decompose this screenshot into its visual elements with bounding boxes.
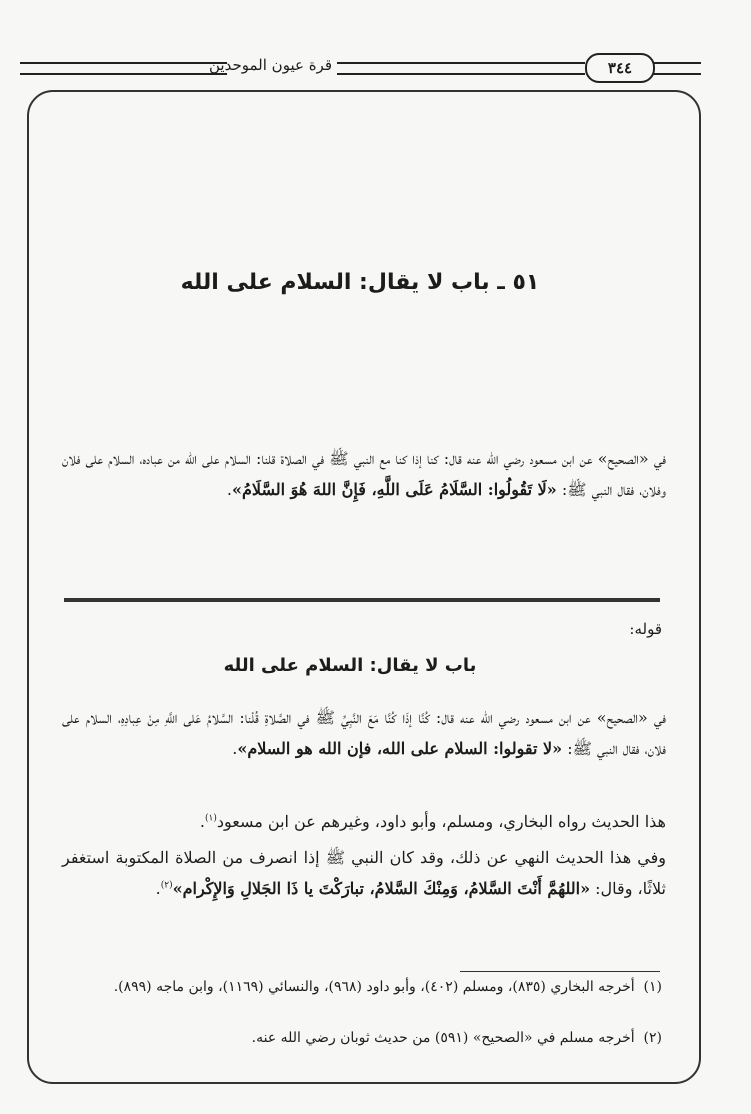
commentary-paragraph-3 xyxy=(62,842,666,904)
section-divider xyxy=(64,598,660,602)
header-rule-right xyxy=(653,62,701,75)
main-text xyxy=(62,443,666,505)
footnote-1-text: أخرجه البخاري (٨٣٥)، ومسلم (٤٠٢)، وأبو داود (٩٦٨)، والنسائي (١١٦٩)، وابن ماجه (٨٩٩). xyxy=(113,979,635,995)
running-header xyxy=(0,0,751,95)
footnote-2-number: (٢) xyxy=(643,1030,662,1046)
commentary-label: قوله: xyxy=(629,620,662,638)
commentary-p3-quote: «اللهُمَّ أَنْتَ السَّلامُ، وَمِنْكَ السَّلامُ، تبارَكْتَ يا ذَا الجَلالِ وَالإِكْرام» xyxy=(172,879,591,898)
commentary-p1-end: . xyxy=(232,739,238,758)
commentary-p2-end: . xyxy=(199,812,205,831)
footnote-rule xyxy=(460,971,660,972)
page-number: ٣٤٤ xyxy=(585,53,655,83)
header-rule-middle xyxy=(337,62,585,75)
footnote-2 xyxy=(62,1027,662,1050)
footnote-1-number: (١) xyxy=(643,979,662,995)
chapter-title: ٥١ ـ باب لا يقال: السلام على الله xyxy=(180,270,540,295)
commentary-p1-text: في «الصحيح» عن ابن مسعود رضي الله عنه قال: كُنَّا إذَا كُنَّا مَعَ النَّبِيِّ ﷺ في الصَّلاةِ قُلْنا: السَّلامُ عَلى اللَّهِ مِنْ عِبادِهِ، السلام على فلان، فقال النبي ﷺ: xyxy=(62,708,666,758)
commentary-paragraph-1 xyxy=(62,702,666,764)
header-rule-left xyxy=(20,62,227,75)
main-text-intro: في «الصحيح» عن ابن مسعود رضي الله عنه قال: كنا إذا كنا مع النبي ﷺ في الصلاة قلنا: السلام على الله من عباده، السلام على فلان وفلان، فقال النبي ﷺ: xyxy=(62,449,666,499)
footnote-ref-1[interactable]: (١) xyxy=(204,813,217,824)
commentary-paragraph-2 xyxy=(62,806,666,837)
commentary-p2-text: هذا الحديث رواه البخاري، ومسلم، وأبو داود، وغيرهم عن ابن مسعود xyxy=(216,812,666,831)
footnote-1 xyxy=(62,976,662,999)
main-hadith-quote: «لَا تَقُولُوا: السَّلَامُ عَلَى اللَّهِ، فَإِنَّ اللهَ هُوَ السَّلَامُ» xyxy=(231,480,557,499)
footnote-ref-2[interactable]: (٢) xyxy=(160,880,173,891)
commentary-p3-end: . xyxy=(155,879,161,898)
footnote-2-text: أخرجه مسلم في «الصحيح» (٥٩١) من حديث ثوبان رضي الله عنه. xyxy=(251,1030,635,1046)
book-title: قرة عيون الموحدين xyxy=(209,56,332,74)
commentary-p3-text: وفي هذا الحديث النهي عن ذلك، وقد كان النبي ﷺ إذا انصرف من الصلاة المكتوبة استغفر ثلاثًا، وقال: xyxy=(62,848,667,898)
main-text-end: . xyxy=(226,480,232,499)
commentary-p1-quote: «لا تقولوا: السلام على الله، فإن الله هو السلام» xyxy=(237,739,563,758)
page-frame xyxy=(27,90,701,1084)
commentary-subtitle: باب لا يقال: السلام على الله xyxy=(223,655,477,676)
